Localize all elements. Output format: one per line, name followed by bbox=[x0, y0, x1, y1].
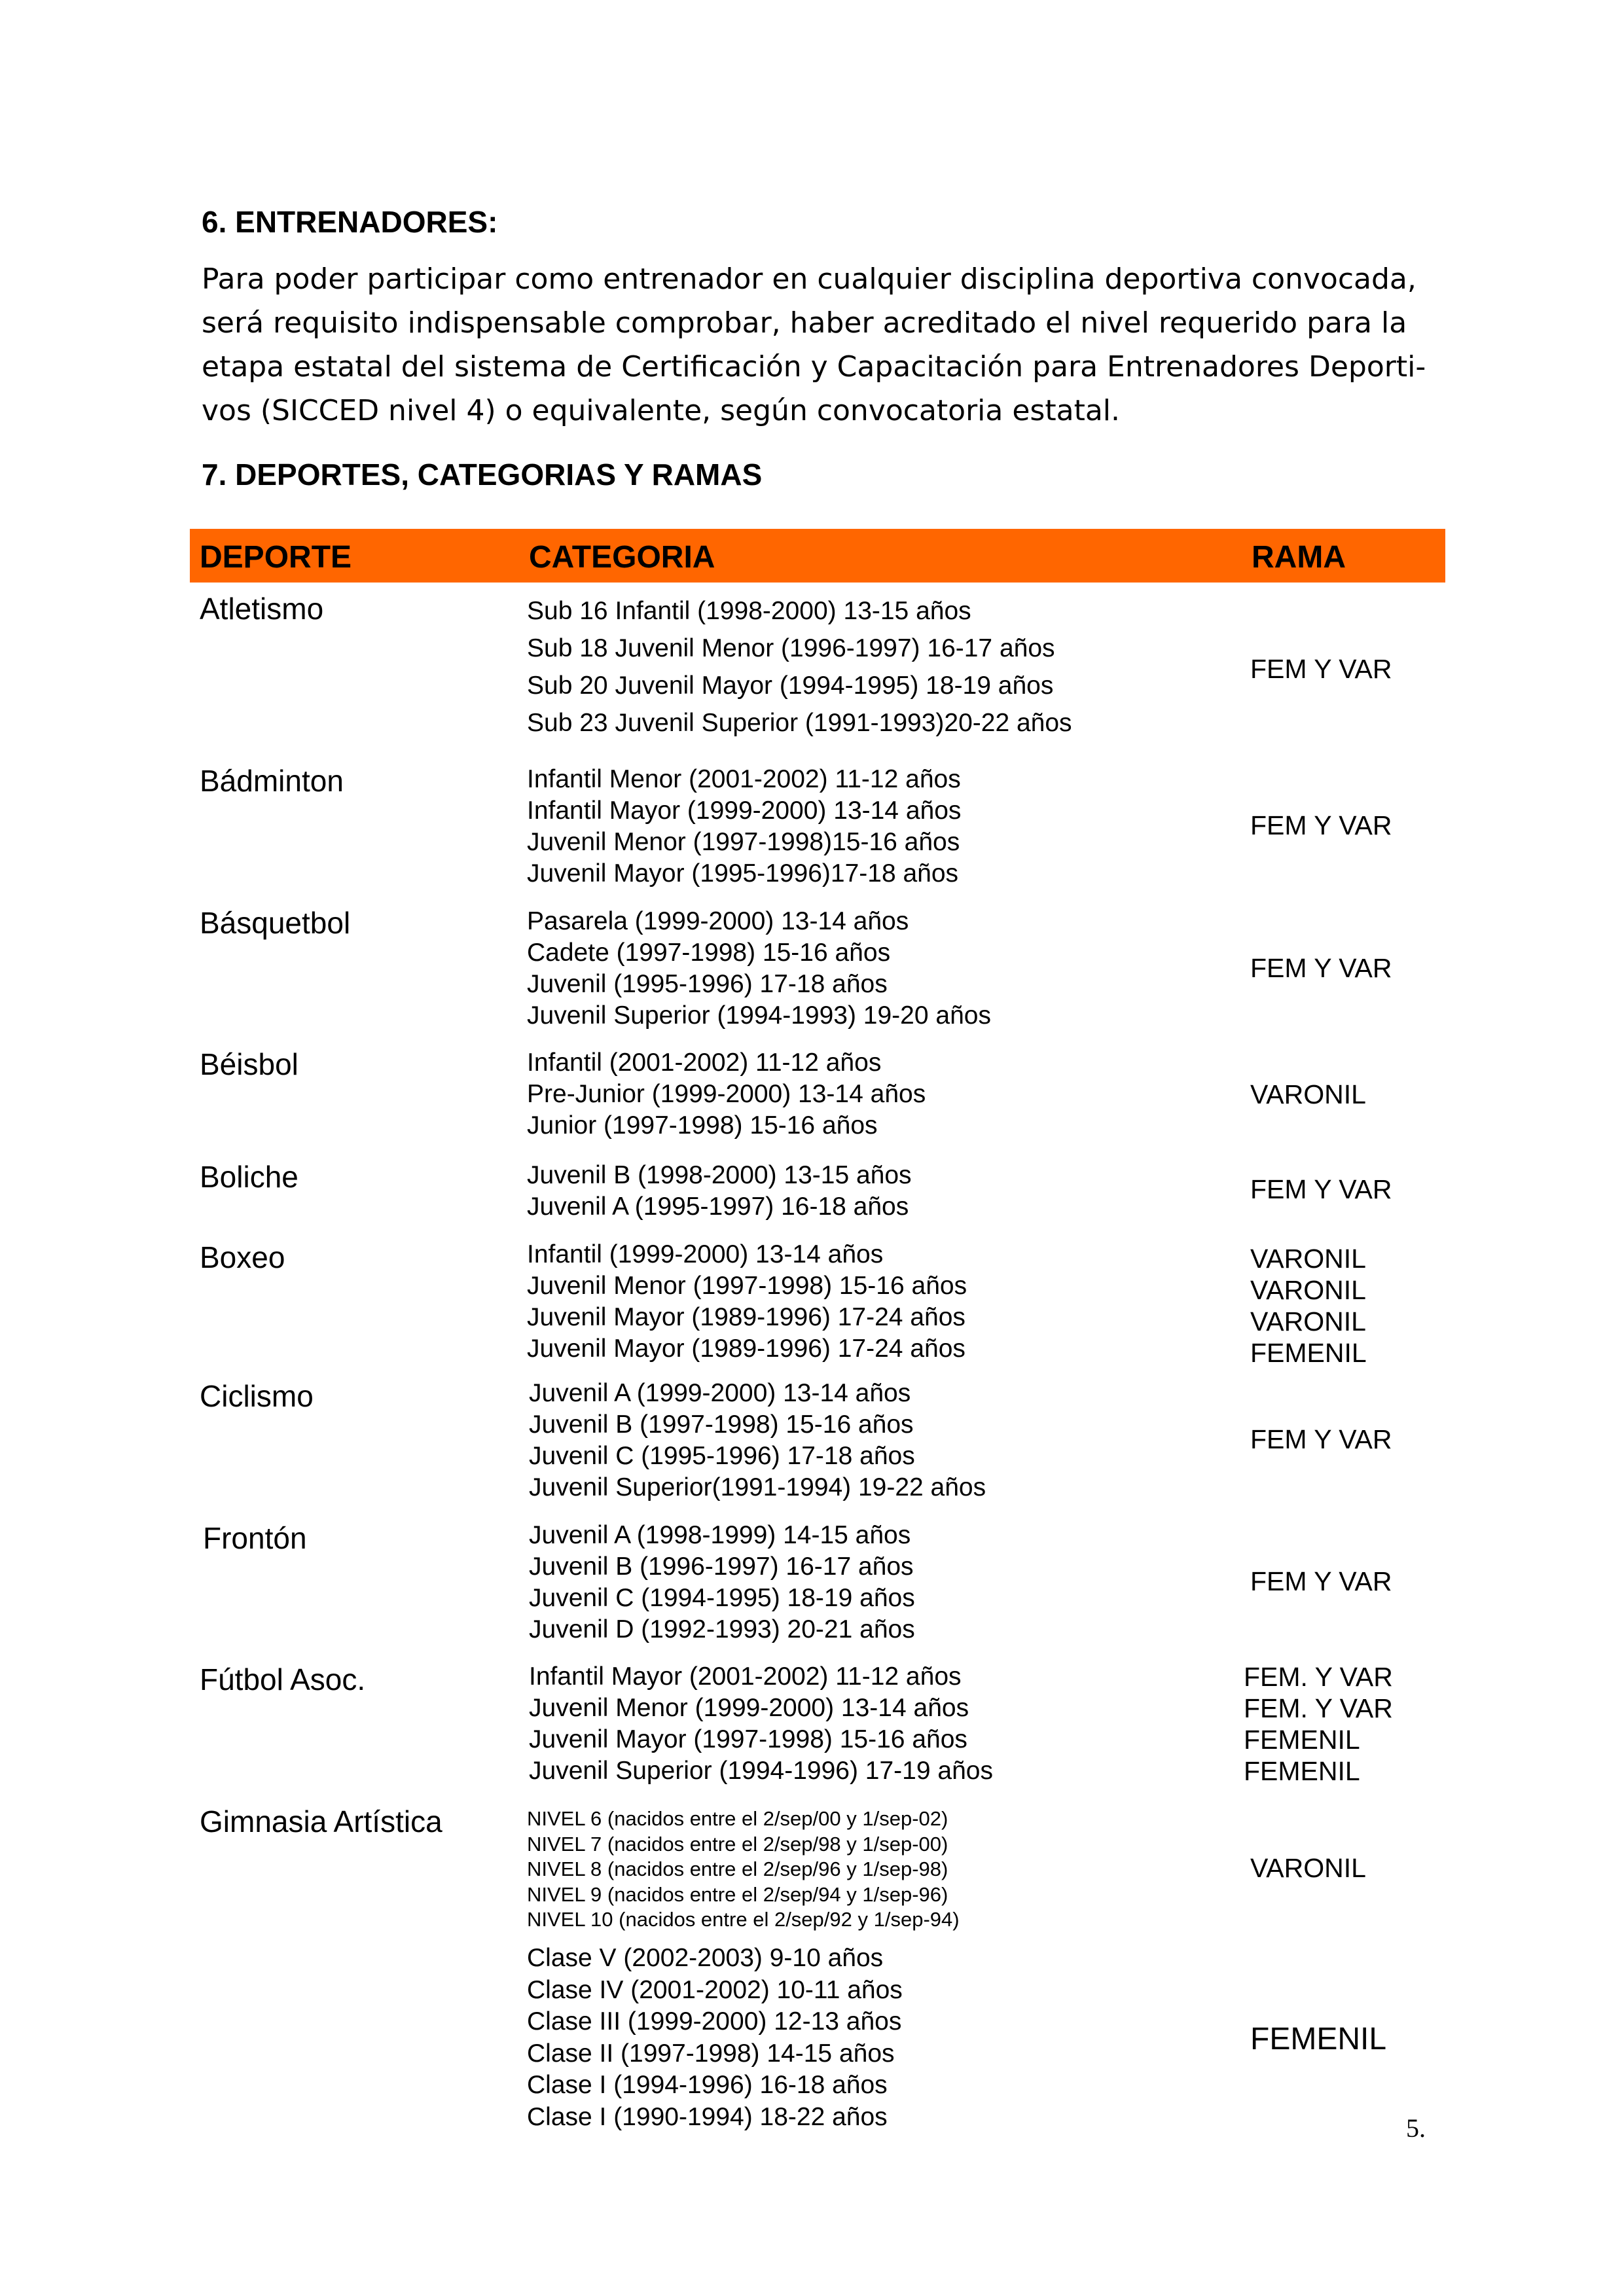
category-item: Juvenil Superior (1994-1993) 19-20 años bbox=[527, 1001, 991, 1030]
category-item: Juvenil (1995-1996) 17-18 años bbox=[527, 970, 888, 998]
branch: FEM. Y VAR bbox=[1244, 1662, 1393, 1692]
branch: FEMENIL bbox=[1244, 1756, 1360, 1786]
sport-name: Frontón bbox=[203, 1521, 307, 1555]
category-item: Juvenil Menor (1997-1998)15-16 años bbox=[527, 828, 960, 856]
category-list bbox=[527, 1806, 960, 1933]
category-item: Infantil (2001-2002) 11-12 años bbox=[527, 1049, 882, 1077]
category-item: Clase V (2002-2003) 9-10 años bbox=[527, 1944, 884, 1972]
branch: VARONIL bbox=[1250, 1244, 1366, 1274]
category-item: Clase I (1994-1996) 16-18 años bbox=[527, 2071, 888, 2099]
category-item: Juvenil C (1995-1996) 17-18 años bbox=[529, 1442, 915, 1470]
category-list bbox=[529, 1661, 993, 1787]
category-list bbox=[527, 1160, 912, 1223]
paragraph-line: vos (SICCED nivel 4) o equivalente, según convocatoria estatal. bbox=[202, 394, 1120, 427]
section-6-title: 6. ENTRENADORES: bbox=[202, 205, 498, 239]
category-list bbox=[529, 1520, 915, 1645]
category-item: Juvenil Superior (1994-1996) 17-19 años bbox=[529, 1757, 993, 1785]
category-item: Juvenil Mayor (1997-1998) 15-16 años bbox=[529, 1725, 967, 1753]
category-item: Juvenil D (1992-1993) 20-21 años bbox=[529, 1615, 915, 1643]
category-item: NIVEL 9 (nacidos entre el 2/sep/94 y 1/sep-96) bbox=[527, 1882, 948, 1906]
category-item: Clase III (1999-2000) 12-13 años bbox=[527, 2007, 902, 2036]
paragraph-line: será requisito indispensable comprobar, haber acreditado el nivel requerido para la bbox=[202, 306, 1407, 340]
category-item: Pasarela (1999-2000) 13-14 años bbox=[527, 907, 909, 935]
sport-name: Fútbol Asoc. bbox=[200, 1662, 366, 1696]
branch: FEMENIL bbox=[1250, 2022, 1387, 2056]
category-list bbox=[527, 906, 991, 1031]
category-item: Cadete (1997-1998) 15-16 años bbox=[527, 939, 891, 967]
branch-list bbox=[1244, 1661, 1393, 1787]
section-7-title: 7. DEPORTES, CATEGORIAS Y RAMAS bbox=[202, 457, 763, 492]
sport-name: Básquetbol bbox=[200, 906, 351, 940]
branch: FEM Y VAR bbox=[1250, 1174, 1392, 1204]
category-item: Clase II (1997-1998) 14-15 años bbox=[527, 2039, 895, 2068]
sport-name: Atletismo bbox=[200, 592, 324, 626]
category-item: NIVEL 6 (nacidos entre el 2/sep/00 y 1/sep-02) bbox=[527, 1807, 948, 1830]
category-list bbox=[527, 592, 1072, 742]
category-item: Sub 18 Juvenil Menor (1996-1997) 16-17 años bbox=[527, 634, 1055, 662]
sport-name: Bádminton bbox=[200, 764, 344, 798]
header-branch: RAMA bbox=[1252, 540, 1346, 575]
sport-name: Béisbol bbox=[200, 1047, 298, 1081]
category-item: Juvenil Superior(1991-1994) 19-22 años bbox=[529, 1473, 986, 1501]
branch: FEM Y VAR bbox=[1250, 810, 1392, 840]
category-item: Junior (1997-1998) 15-16 años bbox=[527, 1111, 878, 1139]
sport-name: Boxeo bbox=[200, 1240, 285, 1274]
sport-name: Gimnasia Artística bbox=[200, 1804, 442, 1839]
category-item: Infantil Mayor (2001-2002) 11-12 años bbox=[529, 1662, 962, 1691]
branch: FEM. Y VAR bbox=[1244, 1693, 1393, 1723]
category-list bbox=[527, 764, 961, 889]
category-item: Juvenil Mayor (1995-1996)17-18 años bbox=[527, 859, 959, 888]
category-item: Juvenil A (1995-1997) 16-18 años bbox=[527, 1193, 909, 1221]
category-item: Juvenil B (1998-2000) 13-15 años bbox=[527, 1161, 912, 1189]
category-item: Juvenil Menor (1997-1998) 15-16 años bbox=[527, 1272, 967, 1300]
category-list bbox=[529, 1378, 986, 1503]
branch: FEMENIL bbox=[1250, 1338, 1367, 1368]
category-item: Juvenil Mayor (1989-1996) 17-24 años bbox=[527, 1303, 965, 1331]
page-number: 5. bbox=[1406, 2113, 1426, 2143]
category-item: Juvenil A (1999-2000) 13-14 años bbox=[529, 1379, 911, 1407]
header-sport: DEPORTE bbox=[200, 540, 352, 575]
paragraph-line: etapa estatal del sistema de Certificación y Capacitación para Entrenadores Deporti- bbox=[202, 350, 1426, 384]
branch: VARONIL bbox=[1250, 1275, 1366, 1305]
sport-name: Boliche bbox=[200, 1160, 298, 1194]
branch: FEM Y VAR bbox=[1250, 953, 1392, 983]
branch: FEM Y VAR bbox=[1250, 1566, 1392, 1596]
category-item: Juvenil A (1998-1999) 14-15 años bbox=[529, 1521, 911, 1549]
category-list bbox=[527, 1239, 967, 1365]
category-item: Clase I (1990-1994) 18-22 años bbox=[527, 2102, 888, 2131]
branch: FEMENIL bbox=[1244, 1725, 1360, 1755]
branch-list bbox=[1250, 1243, 1367, 1369]
sport-name: Ciclismo bbox=[200, 1379, 314, 1413]
branch: VARONIL bbox=[1250, 1306, 1366, 1336]
category-item: Infantil Menor (2001-2002) 11-12 años bbox=[527, 765, 961, 793]
paragraph-line: Para poder participar como entrenador en cualquier disciplina deportiva convocada, bbox=[202, 262, 1416, 296]
branch: FEM Y VAR bbox=[1250, 654, 1392, 684]
branch: VARONIL bbox=[1250, 1853, 1366, 1883]
category-item: Juvenil Mayor (1989-1996) 17-24 años bbox=[527, 1335, 965, 1363]
category-item: NIVEL 10 (nacidos entre el 2/sep/92 y 1/sep-94) bbox=[527, 1908, 960, 1931]
category-item: Juvenil Menor (1999-2000) 13-14 años bbox=[529, 1694, 969, 1722]
category-item: Juvenil C (1994-1995) 18-19 años bbox=[529, 1584, 915, 1612]
header-category: CATEGORIA bbox=[529, 540, 715, 575]
category-item: Clase IV (2001-2002) 10-11 años bbox=[527, 1975, 903, 2004]
category-item: Juvenil B (1996-1997) 16-17 años bbox=[529, 1552, 914, 1581]
category-list bbox=[527, 1047, 926, 1141]
category-list bbox=[527, 1943, 903, 2133]
category-item: Juvenil B (1997-1998) 15-16 años bbox=[529, 1410, 914, 1439]
category-item: Sub 16 Infantil (1998-2000) 13-15 años bbox=[527, 597, 971, 625]
branch: FEM Y VAR bbox=[1250, 1424, 1392, 1454]
category-item: Infantil (1999-2000) 13-14 años bbox=[527, 1240, 884, 1268]
category-item: Sub 20 Juvenil Mayor (1994-1995) 18-19 años bbox=[527, 672, 1054, 700]
category-item: Infantil Mayor (1999-2000) 13-14 años bbox=[527, 797, 962, 825]
category-item: Pre-Junior (1999-2000) 13-14 años bbox=[527, 1080, 926, 1108]
category-item: Sub 23 Juvenil Superior (1991-1993)20-22 años bbox=[527, 709, 1072, 737]
branch: VARONIL bbox=[1250, 1079, 1366, 1109]
category-item: NIVEL 7 (nacidos entre el 2/sep/98 y 1/sep-00) bbox=[527, 1832, 948, 1856]
category-item: NIVEL 8 (nacidos entre el 2/sep/96 y 1/sep-98) bbox=[527, 1857, 948, 1880]
section-6-paragraph bbox=[202, 257, 1445, 433]
